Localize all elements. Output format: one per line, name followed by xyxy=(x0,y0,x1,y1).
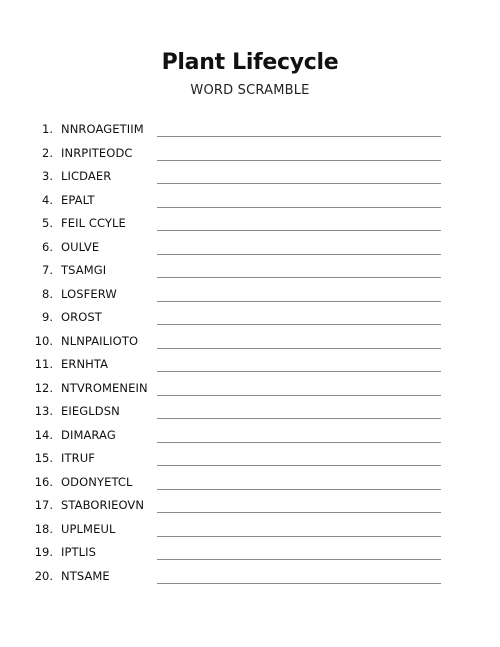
answer-line[interactable] xyxy=(157,183,441,184)
scramble-list xyxy=(0,118,500,588)
scrambled-word: INRPITEODC xyxy=(61,145,133,160)
item-number: 5. xyxy=(42,216,53,230)
item-number: 2. xyxy=(42,145,53,160)
scramble-row xyxy=(0,377,500,401)
answer-line[interactable] xyxy=(157,324,441,325)
scrambled-word: TSAMGI xyxy=(61,263,107,277)
scramble-row xyxy=(0,565,500,589)
scrambled-word: NNROAGETIIM xyxy=(61,122,144,136)
scramble-row xyxy=(0,424,500,448)
item-number: 20. xyxy=(34,568,53,583)
answer-line[interactable] xyxy=(157,207,441,208)
answer-line[interactable] xyxy=(157,583,441,584)
scramble-row xyxy=(0,165,500,189)
answer-line[interactable] xyxy=(157,371,441,372)
answer-line[interactable] xyxy=(157,559,441,560)
answer-line[interactable] xyxy=(157,160,441,161)
item-number: 12. xyxy=(34,380,53,395)
scramble-row xyxy=(0,494,500,518)
answer-line[interactable] xyxy=(157,254,441,255)
scrambled-word: EIEGLDSN xyxy=(61,404,120,418)
scrambled-word: UPLMEUL xyxy=(61,521,116,536)
item-number: 16. xyxy=(34,474,53,489)
scrambled-word: NTVROMENEIN xyxy=(61,380,148,395)
answer-line[interactable] xyxy=(157,301,441,302)
answer-line[interactable] xyxy=(157,348,441,349)
item-number: 4. xyxy=(42,192,53,207)
answer-line[interactable] xyxy=(157,536,441,537)
scramble-row xyxy=(0,353,500,377)
scrambled-word: LOSFERW xyxy=(61,286,117,301)
answer-line[interactable] xyxy=(157,418,441,419)
answer-line[interactable] xyxy=(157,512,441,513)
answer-line[interactable] xyxy=(157,465,441,466)
scrambled-word: IPTLIS xyxy=(61,545,97,559)
scramble-row xyxy=(0,400,500,424)
scramble-row xyxy=(0,330,500,354)
scramble-row xyxy=(0,142,500,166)
item-number: 11. xyxy=(34,357,53,371)
scrambled-word: STABORIEOVN xyxy=(61,498,145,512)
scrambled-word: NLNPAILIOTO xyxy=(61,333,139,348)
answer-line[interactable] xyxy=(157,230,441,231)
scramble-row xyxy=(0,541,500,565)
scramble-row xyxy=(0,212,500,236)
scramble-row xyxy=(0,283,500,307)
page-title: Plant Lifecycle xyxy=(161,50,339,75)
scrambled-word: DIMARAG xyxy=(61,427,116,442)
item-number: 13. xyxy=(34,404,53,418)
scramble-row xyxy=(0,236,500,260)
answer-line[interactable] xyxy=(157,395,441,396)
item-number: 14. xyxy=(34,427,53,442)
scrambled-word: ERNHTA xyxy=(61,357,109,371)
scrambled-word: FEIL CCYLE xyxy=(61,216,126,230)
item-number: 1. xyxy=(42,122,53,136)
scramble-row xyxy=(0,118,500,142)
scramble-row xyxy=(0,471,500,495)
item-number: 8. xyxy=(42,286,53,301)
scramble-row xyxy=(0,259,500,283)
scrambled-word: ODONYETCL xyxy=(61,474,133,489)
item-number: 19. xyxy=(34,545,53,559)
scrambled-word: OROST xyxy=(61,310,102,324)
page-subtitle: WORD SCRAMBLE xyxy=(190,83,310,98)
answer-line[interactable] xyxy=(157,489,441,490)
scrambled-word: EPALT xyxy=(61,192,95,207)
scrambled-word: OULVE xyxy=(61,239,100,254)
answer-line[interactable] xyxy=(157,277,441,278)
scramble-row xyxy=(0,306,500,330)
item-number: 7. xyxy=(42,263,53,277)
item-number: 9. xyxy=(42,310,53,324)
answer-line[interactable] xyxy=(157,136,441,137)
item-number: 3. xyxy=(42,169,53,183)
scrambled-word: NTSAME xyxy=(61,568,110,583)
scramble-row xyxy=(0,447,500,471)
item-number: 17. xyxy=(34,498,53,512)
scramble-row xyxy=(0,189,500,213)
item-number: 15. xyxy=(34,451,53,465)
scrambled-word: LICDAER xyxy=(61,169,112,183)
item-number: 18. xyxy=(34,521,53,536)
scrambled-word: ITRUF xyxy=(61,451,95,465)
answer-line[interactable] xyxy=(157,442,441,443)
scramble-row xyxy=(0,518,500,542)
item-number: 6. xyxy=(42,239,53,254)
item-number: 10. xyxy=(34,333,53,348)
